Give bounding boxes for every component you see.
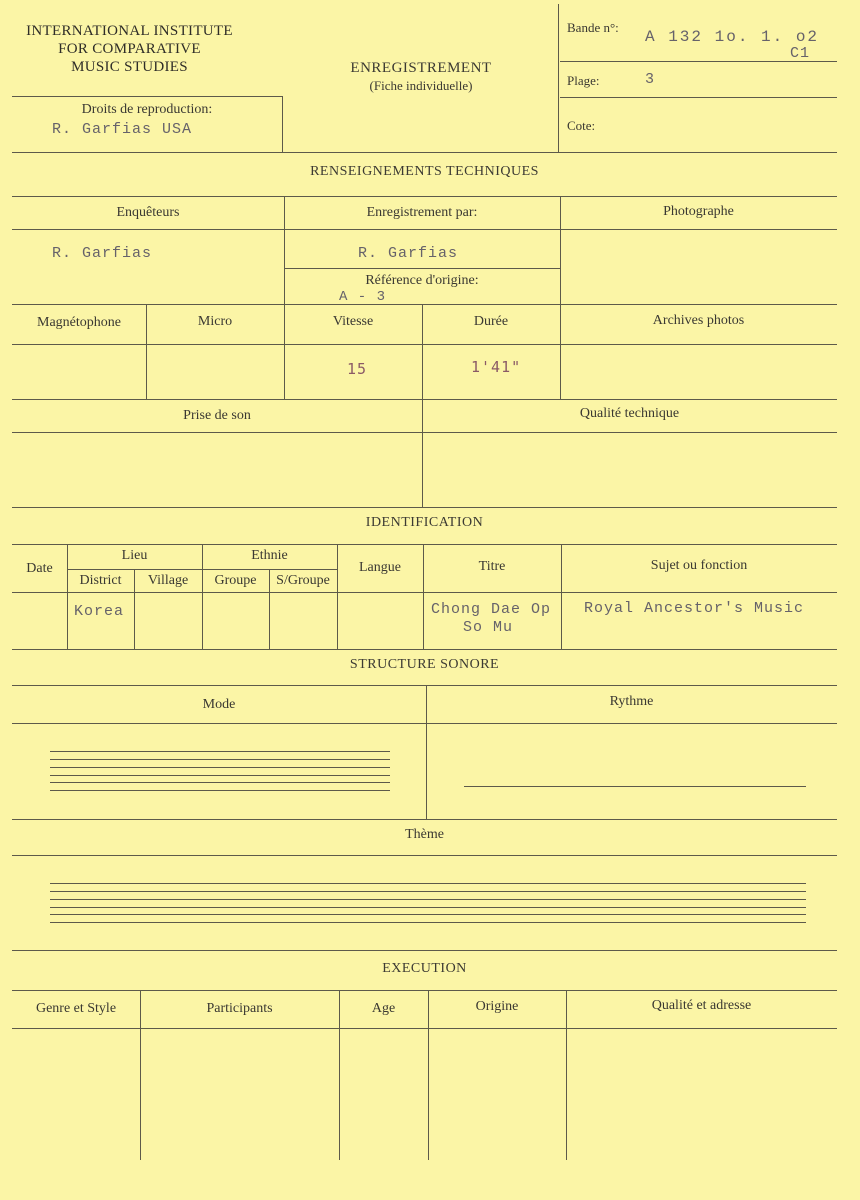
age-label: Age <box>371 1001 396 1016</box>
origine-label: Origine <box>475 999 519 1014</box>
divider <box>12 649 837 650</box>
sujet-value: Royal Ancestor's Music <box>584 600 805 617</box>
micro-label: Micro <box>197 314 233 329</box>
bande-value: A 132 1o. 1. o2 <box>645 28 820 46</box>
section-title-execution: EXECUTION <box>382 961 467 976</box>
writing-line <box>50 914 806 915</box>
divider <box>12 304 837 305</box>
rythme-label: Rythme <box>609 694 654 709</box>
enqueteurs-value: R. Garfias <box>52 245 153 262</box>
rights-label: Droits de reproduction: <box>81 102 213 117</box>
divider <box>12 819 837 820</box>
plage-label: Plage: <box>567 73 600 88</box>
genre-style-label: Genre et Style <box>35 1001 117 1016</box>
writing-line <box>50 899 806 900</box>
divider <box>558 4 559 152</box>
mode-label: Mode <box>202 697 236 712</box>
village-label: Village <box>147 573 189 588</box>
divider <box>560 196 561 399</box>
enregistrement-label: Enregistrement par: <box>366 205 478 220</box>
divider <box>12 152 837 153</box>
institute-name-line: INTERNATIONAL INSTITUTE <box>26 23 233 39</box>
duree-value: 1'41" <box>471 358 522 376</box>
section-title-technique: RENSEIGNEMENTS TECHNIQUES <box>310 164 539 179</box>
writing-line <box>50 922 806 923</box>
titre-label: Titre <box>478 559 506 574</box>
divider <box>12 196 837 197</box>
ethnie-label: Ethnie <box>251 548 288 563</box>
divider <box>12 344 837 345</box>
writing-line <box>50 767 390 768</box>
participants-label: Participants <box>206 1001 273 1016</box>
sujet-label: Sujet ou fonction <box>650 558 748 573</box>
theme-label: Thème <box>405 827 444 842</box>
divider <box>566 990 567 1160</box>
institute-name-line: FOR COMPARATIVE <box>58 41 201 57</box>
divider <box>560 97 837 98</box>
divider <box>12 96 282 97</box>
divider <box>12 592 837 593</box>
district-value: Korea <box>74 603 125 620</box>
writing-line <box>464 786 806 787</box>
titre-value: Chong Dae Op <box>431 601 552 618</box>
divider <box>284 268 560 269</box>
divider <box>12 685 837 686</box>
writing-line <box>50 907 806 908</box>
vitesse-value: 15 <box>347 360 368 378</box>
divider <box>12 1028 837 1029</box>
groupe-label: Groupe <box>214 573 257 588</box>
titre-value: So Mu <box>463 619 514 636</box>
writing-line <box>50 790 390 791</box>
magnetophone-label: Magnétophone <box>37 315 121 330</box>
archives-photos-label: Archives photos <box>652 313 745 328</box>
section-title-identification: IDENTIFICATION <box>365 515 484 530</box>
divider <box>282 96 283 152</box>
form-subtitle: (Fiche individuelle) <box>369 78 473 93</box>
writing-line <box>50 883 806 884</box>
institute-name <box>2 22 257 76</box>
divider <box>12 432 837 433</box>
divider <box>12 990 837 991</box>
writing-line <box>50 759 390 760</box>
writing-line <box>50 775 390 776</box>
bande-label: Bande n°: <box>567 20 619 35</box>
duree-label: Durée <box>473 314 509 329</box>
divider <box>12 855 837 856</box>
rights-value: R. Garfias USA <box>52 121 193 138</box>
writing-line <box>50 782 390 783</box>
sgroupe-label: S/Groupe <box>276 573 330 588</box>
qualite-technique-label: Qualité technique <box>579 406 680 421</box>
writing-line <box>50 891 806 892</box>
institute-name-line: MUSIC STUDIES <box>71 59 188 75</box>
divider <box>12 544 837 545</box>
divider <box>12 950 837 951</box>
section-title-structure: STRUCTURE SONORE <box>349 657 500 672</box>
divider <box>12 229 837 230</box>
enregistrement-value: R. Garfias <box>358 245 459 262</box>
qualite-adresse-label: Qualité et adresse <box>651 998 752 1013</box>
cote-label: Cote: <box>567 118 596 133</box>
writing-line <box>50 751 390 752</box>
lieu-label: Lieu <box>121 548 148 563</box>
reference-label: Référence d'origine: <box>365 273 479 288</box>
plage-value: 3 <box>645 71 656 88</box>
date-label: Date <box>26 561 53 576</box>
langue-label: Langue <box>359 560 401 575</box>
bande-value-suffix: C1 <box>790 45 811 62</box>
photographe-label: Photographe <box>663 204 734 219</box>
vitesse-label: Vitesse <box>332 314 374 329</box>
district-label: District <box>79 573 122 588</box>
divider <box>284 196 285 399</box>
divider <box>12 507 837 508</box>
enqueteurs-label: Enquêteurs <box>116 205 180 220</box>
divider <box>428 990 429 1160</box>
prise-de-son-label: Prise de son <box>183 408 251 423</box>
form-title: ENREGISTREMENT <box>350 60 492 76</box>
divider <box>12 399 837 400</box>
divider <box>12 723 837 724</box>
reference-value: A - 3 <box>339 289 387 305</box>
